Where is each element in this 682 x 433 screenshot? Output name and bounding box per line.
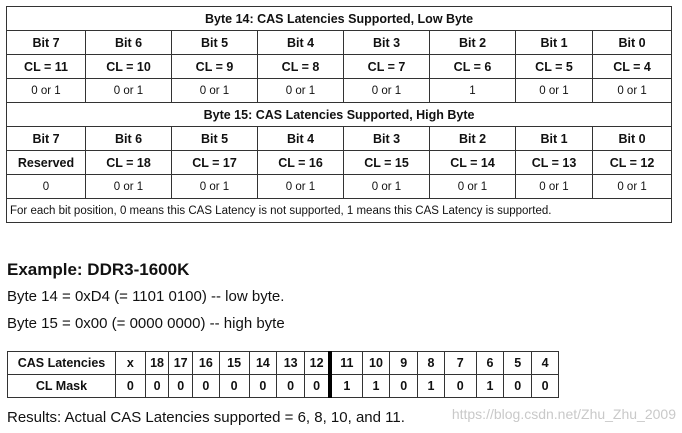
byte14-title: Byte 14: CAS Latencies Supported, Low Byte	[7, 7, 672, 31]
table-cell: 0	[145, 375, 169, 398]
table-cell: 0	[504, 375, 532, 398]
table-cell: 1	[418, 375, 445, 398]
table-cell: CL = 7	[344, 55, 430, 79]
table-cell: 9	[390, 352, 418, 375]
table-cell: 5	[504, 352, 532, 375]
table-cell: 0	[193, 375, 220, 398]
table-note: For each bit position, 0 means this CAS Latency is not supported, 1 means this CAS Latency is supported.	[7, 199, 672, 223]
table-cell: 14	[249, 352, 277, 375]
byte15-title: Byte 15: CAS Latencies Supported, High Byte	[7, 103, 672, 127]
cas-latency-table	[6, 6, 672, 223]
table-cell: Bit 1	[516, 127, 593, 151]
byte14-example-line: Byte 14 = 0xD4 (= 1101 0100) -- low byte.	[7, 288, 285, 305]
byte15-latencies-row	[7, 151, 672, 175]
table-cell: 0	[390, 375, 418, 398]
row-label: CL Mask	[8, 375, 116, 398]
table-cell: 0 or 1	[7, 79, 86, 103]
table-cell: 0 or 1	[593, 79, 672, 103]
table-cell: CL = 5	[516, 55, 593, 79]
table-cell: Bit 7	[7, 31, 86, 55]
table-cell: 1	[476, 375, 504, 398]
table-cell: 0 or 1	[516, 79, 593, 103]
table-cell: 0	[249, 375, 277, 398]
byte15-title-row	[7, 103, 672, 127]
table-cell: Bit 6	[86, 127, 172, 151]
table-cell: 12	[305, 352, 331, 375]
table-cell: 0	[169, 375, 193, 398]
table-cell: Bit 4	[258, 31, 344, 55]
table-cell: Bit 5	[172, 127, 258, 151]
table-cell: 0	[277, 375, 305, 398]
table-cell: CL = 17	[172, 151, 258, 175]
cl-mask-row	[8, 375, 559, 398]
table-cell: x	[115, 352, 145, 375]
table-cell: CL = 16	[258, 151, 344, 175]
table-cell: Reserved	[7, 151, 86, 175]
table-cell: 0	[444, 375, 476, 398]
table-cell: CL = 8	[258, 55, 344, 79]
table-cell: 0	[115, 375, 145, 398]
table-cell: 0 or 1	[86, 175, 172, 199]
table-cell: Bit 4	[258, 127, 344, 151]
table-cell: Bit 3	[344, 31, 430, 55]
table-cell: Bit 7	[7, 127, 86, 151]
table-cell: 6	[476, 352, 504, 375]
table-cell: 15	[219, 352, 249, 375]
note-row	[7, 199, 672, 223]
byte14-values-row	[7, 79, 672, 103]
table-cell: 1	[330, 375, 362, 398]
table-cell: 0 or 1	[172, 175, 258, 199]
table-cell: CL = 10	[86, 55, 172, 79]
table-cell: 10	[362, 352, 390, 375]
byte14-latencies-row	[7, 55, 672, 79]
table-cell: 0 or 1	[430, 175, 516, 199]
byte15-values-row	[7, 175, 672, 199]
byte15-bits-row	[7, 127, 672, 151]
table-cell: 7	[444, 352, 476, 375]
table-cell: CL = 6	[430, 55, 516, 79]
table-cell: Bit 0	[593, 127, 672, 151]
table-cell: CL = 11	[7, 55, 86, 79]
table-cell: 0	[219, 375, 249, 398]
table-cell: Bit 1	[516, 31, 593, 55]
table-cell: 8	[418, 352, 445, 375]
table-cell: 0	[305, 375, 331, 398]
table-cell: 13	[277, 352, 305, 375]
table-cell: 1	[430, 79, 516, 103]
table-cell: CL = 14	[430, 151, 516, 175]
table-cell: CL = 18	[86, 151, 172, 175]
cas-latencies-row	[8, 352, 559, 375]
table-cell: 0	[7, 175, 86, 199]
row-label: CAS Latencies	[8, 352, 116, 375]
table-cell: 0 or 1	[593, 175, 672, 199]
table-cell: 16	[193, 352, 220, 375]
table-cell: Bit 2	[430, 31, 516, 55]
byte14-title-row	[7, 7, 672, 31]
table-cell: Bit 6	[86, 31, 172, 55]
table-cell: Bit 3	[344, 127, 430, 151]
table-cell: 0 or 1	[172, 79, 258, 103]
table-cell: 11	[330, 352, 362, 375]
table-cell: CL = 4	[593, 55, 672, 79]
table-cell: Bit 2	[430, 127, 516, 151]
table-cell: 18	[145, 352, 169, 375]
table-cell: 17	[169, 352, 193, 375]
cl-mask-table	[7, 351, 559, 398]
table-cell: 0 or 1	[344, 175, 430, 199]
results-text: Results: Actual CAS Latencies supported = 6, 8, 10, and 11.	[7, 409, 405, 426]
table-cell: 4	[532, 352, 559, 375]
table-cell: CL = 9	[172, 55, 258, 79]
byte15-example-line: Byte 15 = 0x00 (= 0000 0000) -- high byte	[7, 315, 285, 332]
example-title: Example: DDR3-1600K	[7, 260, 190, 279]
table-cell: CL = 13	[516, 151, 593, 175]
table-cell: 0 or 1	[258, 175, 344, 199]
watermark: https://blog.csdn.net/Zhu_Zhu_2009	[451, 406, 676, 422]
table-cell: 0 or 1	[516, 175, 593, 199]
table-cell: Bit 0	[593, 31, 672, 55]
table-cell: 0	[532, 375, 559, 398]
byte14-bits-row	[7, 31, 672, 55]
table-cell: 1	[362, 375, 390, 398]
table-cell: CL = 12	[593, 151, 672, 175]
table-cell: CL = 15	[344, 151, 430, 175]
table-cell: 0 or 1	[344, 79, 430, 103]
table-cell: 0 or 1	[258, 79, 344, 103]
table-cell: Bit 5	[172, 31, 258, 55]
table-cell: 0 or 1	[86, 79, 172, 103]
